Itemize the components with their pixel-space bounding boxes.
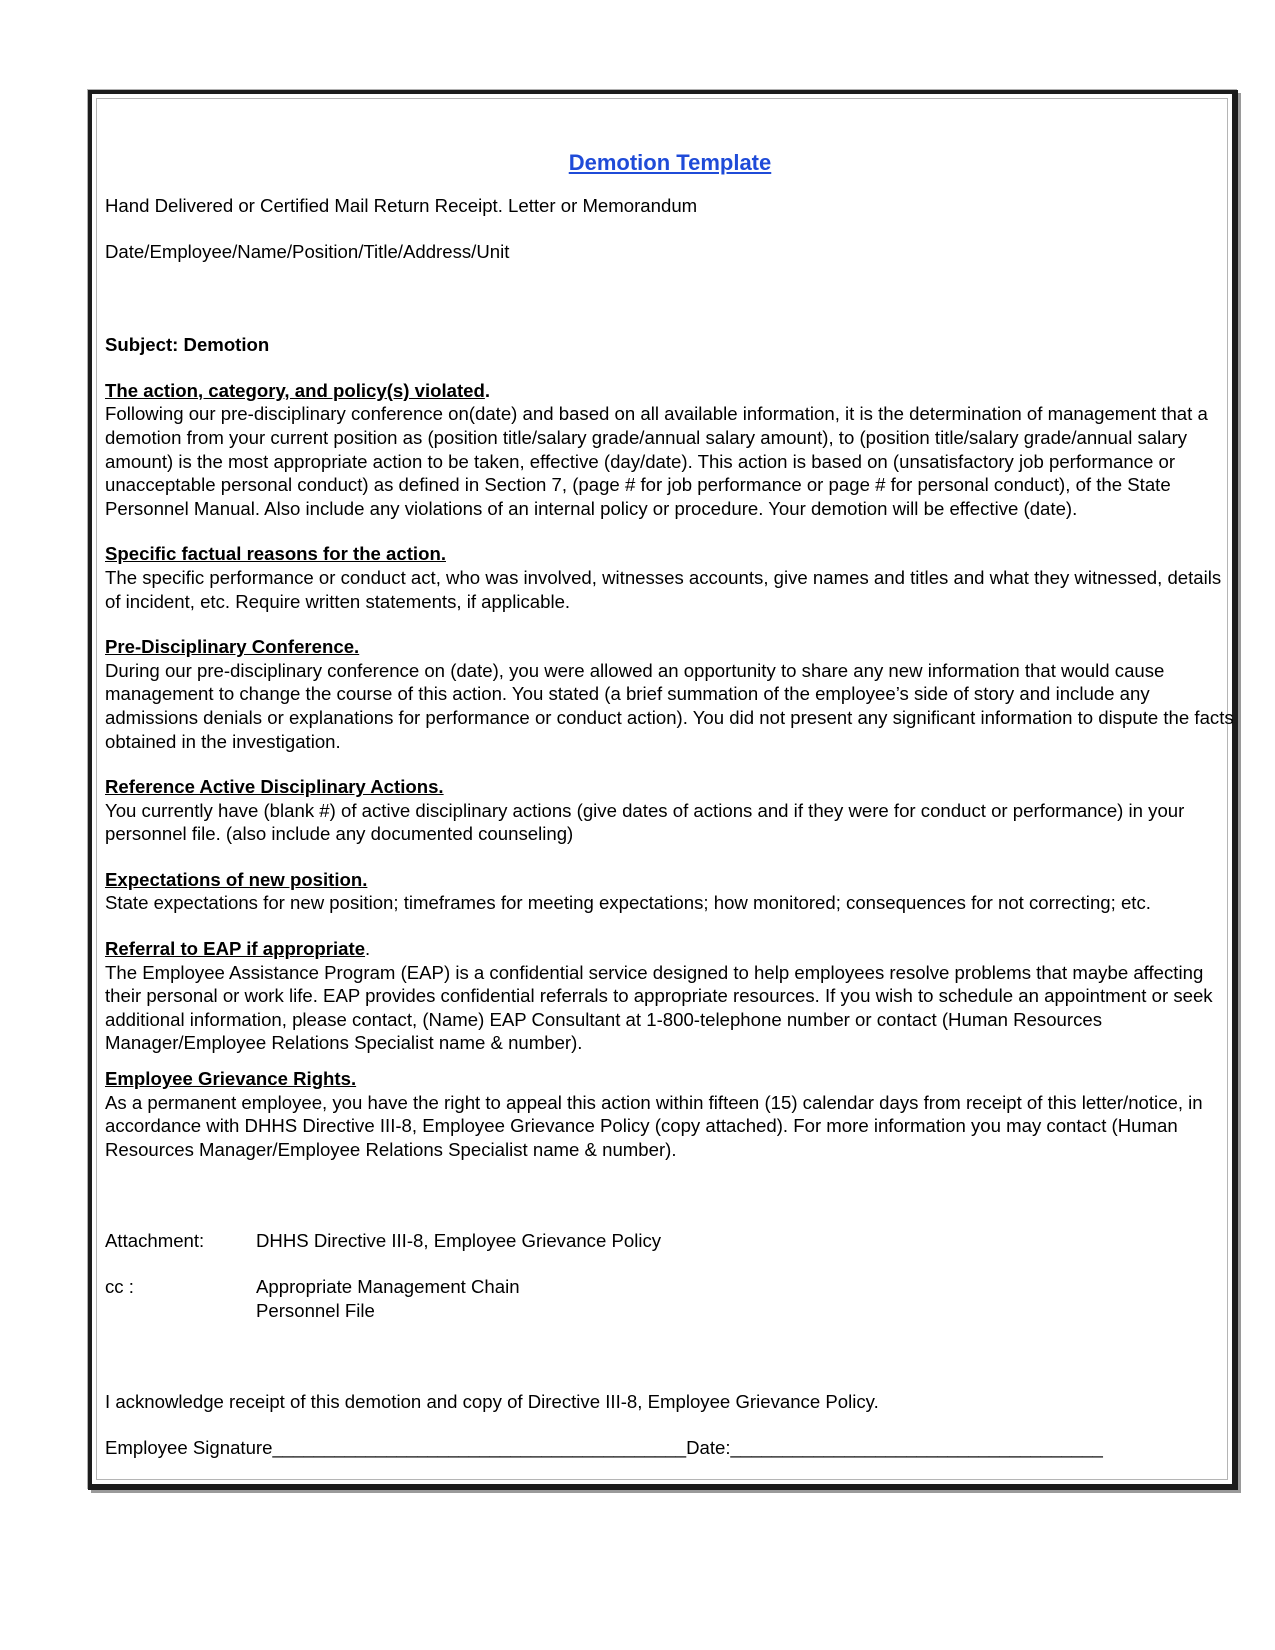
address-line: Date/Employee/Name/Position/Title/Address/Unit <box>105 240 510 262</box>
delivery-line: Hand Delivered or Certified Mail Return Receipt. Letter or Memorandum <box>105 195 698 216</box>
cc-values <box>256 1275 520 1322</box>
acknowledgement-statement: I acknowledge receipt of this demotion and copy of Directive III-8, Employee Grievance Policy. <box>105 1391 879 1413</box>
attachment-row <box>105 1229 1235 1253</box>
section-heading-expectations: Expectations of new position. <box>105 868 368 890</box>
section-heading-factual-reasons: Specific factual reasons for the action. <box>105 543 446 565</box>
document-title: Demotion Template <box>568 150 772 175</box>
section-heading-action: The action, category, and policy(s) violated. <box>105 379 491 401</box>
subject-line: Subject: Demotion <box>105 334 270 356</box>
cc-value: Appropriate Management Chain <box>256 1276 520 1297</box>
document-content <box>105 148 1235 1459</box>
cc-value: Personnel File <box>256 1299 375 1321</box>
cc-label: cc : <box>105 1276 134 1297</box>
section-body-action: Following our pre-disciplinary conference on(date) and based on all available information, it is the determination of management that a demotion from your current position as (position title/salary grade/annual salary amount), to (position title/salary grade/annual salary amount) is the most appropriate action to be taken, effective (day/date). This action is based on (unsatisfactory job performance or unacceptable personal conduct) as defined in Section 7, (page # for job performance or page # for personal conduct), of the State Personnel Manual. Also include any violations of an internal policy or procedure. Your demotion will be effective (date). <box>105 403 1208 519</box>
signature-line: Employee Signature________________________________________Date:____________________________________ <box>105 1436 1103 1458</box>
cc-row <box>105 1275 1235 1322</box>
section-body-expectations: State expectations for new position; timeframes for meeting expectations; how monitored; consequences for not correcting; etc. <box>105 892 1151 914</box>
section-heading-grievance: Employee Grievance Rights. <box>105 1068 357 1090</box>
section-body-active-actions: You currently have (blank #) of active disciplinary actions (give dates of actions and if they were for conduct or performance) in your personnel file. (also include any documented counseling) <box>105 799 1185 845</box>
section-heading-pre-disciplinary: Pre-Disciplinary Conference. <box>105 636 360 658</box>
section-heading-eap-text: Referral to EAP if appropriate <box>105 938 366 960</box>
section-body-factual-reasons: The specific performance or conduct act, who was involved, witnesses accounts, give names and titles and what they witnessed, details of incident, etc. Require written statements, if applicable. <box>105 566 1222 612</box>
attachment-value: DHHS Directive III-8, Employee Grievance Policy <box>256 1230 662 1252</box>
section-body-pre-disciplinary: During our pre-disciplinary conference on (date), you were allowed an opportunity to share any new information that would cause management to change the course of this action. You stated (a brief summation of the employee’s side of story and include any admissions denials or explanations for performance or conduct action). You did not present any significant information to dispute the facts obtained in the investigation. <box>105 659 1234 752</box>
section-body-grievance: As a permanent employee, you have the right to appeal this action within fifteen (15) calendar days from receipt of this letter/notice, in accordance with DHHS Directive III-8, Employee Grievance Policy (copy attached). For more information you may contact (Human Resources Manager/Employee Relations Specialist name & number). <box>105 1091 1203 1160</box>
section-heading-action-text: The action, category, and policy(s) violated <box>105 379 485 401</box>
section-heading-eap: Referral to EAP if appropriate. <box>105 938 371 960</box>
section-heading-active-actions: Reference Active Disciplinary Actions. <box>105 776 444 798</box>
section-body-eap: The Employee Assistance Program (EAP) is a confidential service designed to help employees resolve problems that maybe affecting their personal or work life. EAP provides confidential referrals to appropriate resources. If you wish to schedule an appointment or seek additional information, please contact, (Name) EAP Consultant at 1-800-telephone number or contact (Human Resources Manager/Employee Relations Specialist name & number). <box>105 961 1213 1054</box>
attachment-label: Attachment: <box>105 1230 205 1252</box>
